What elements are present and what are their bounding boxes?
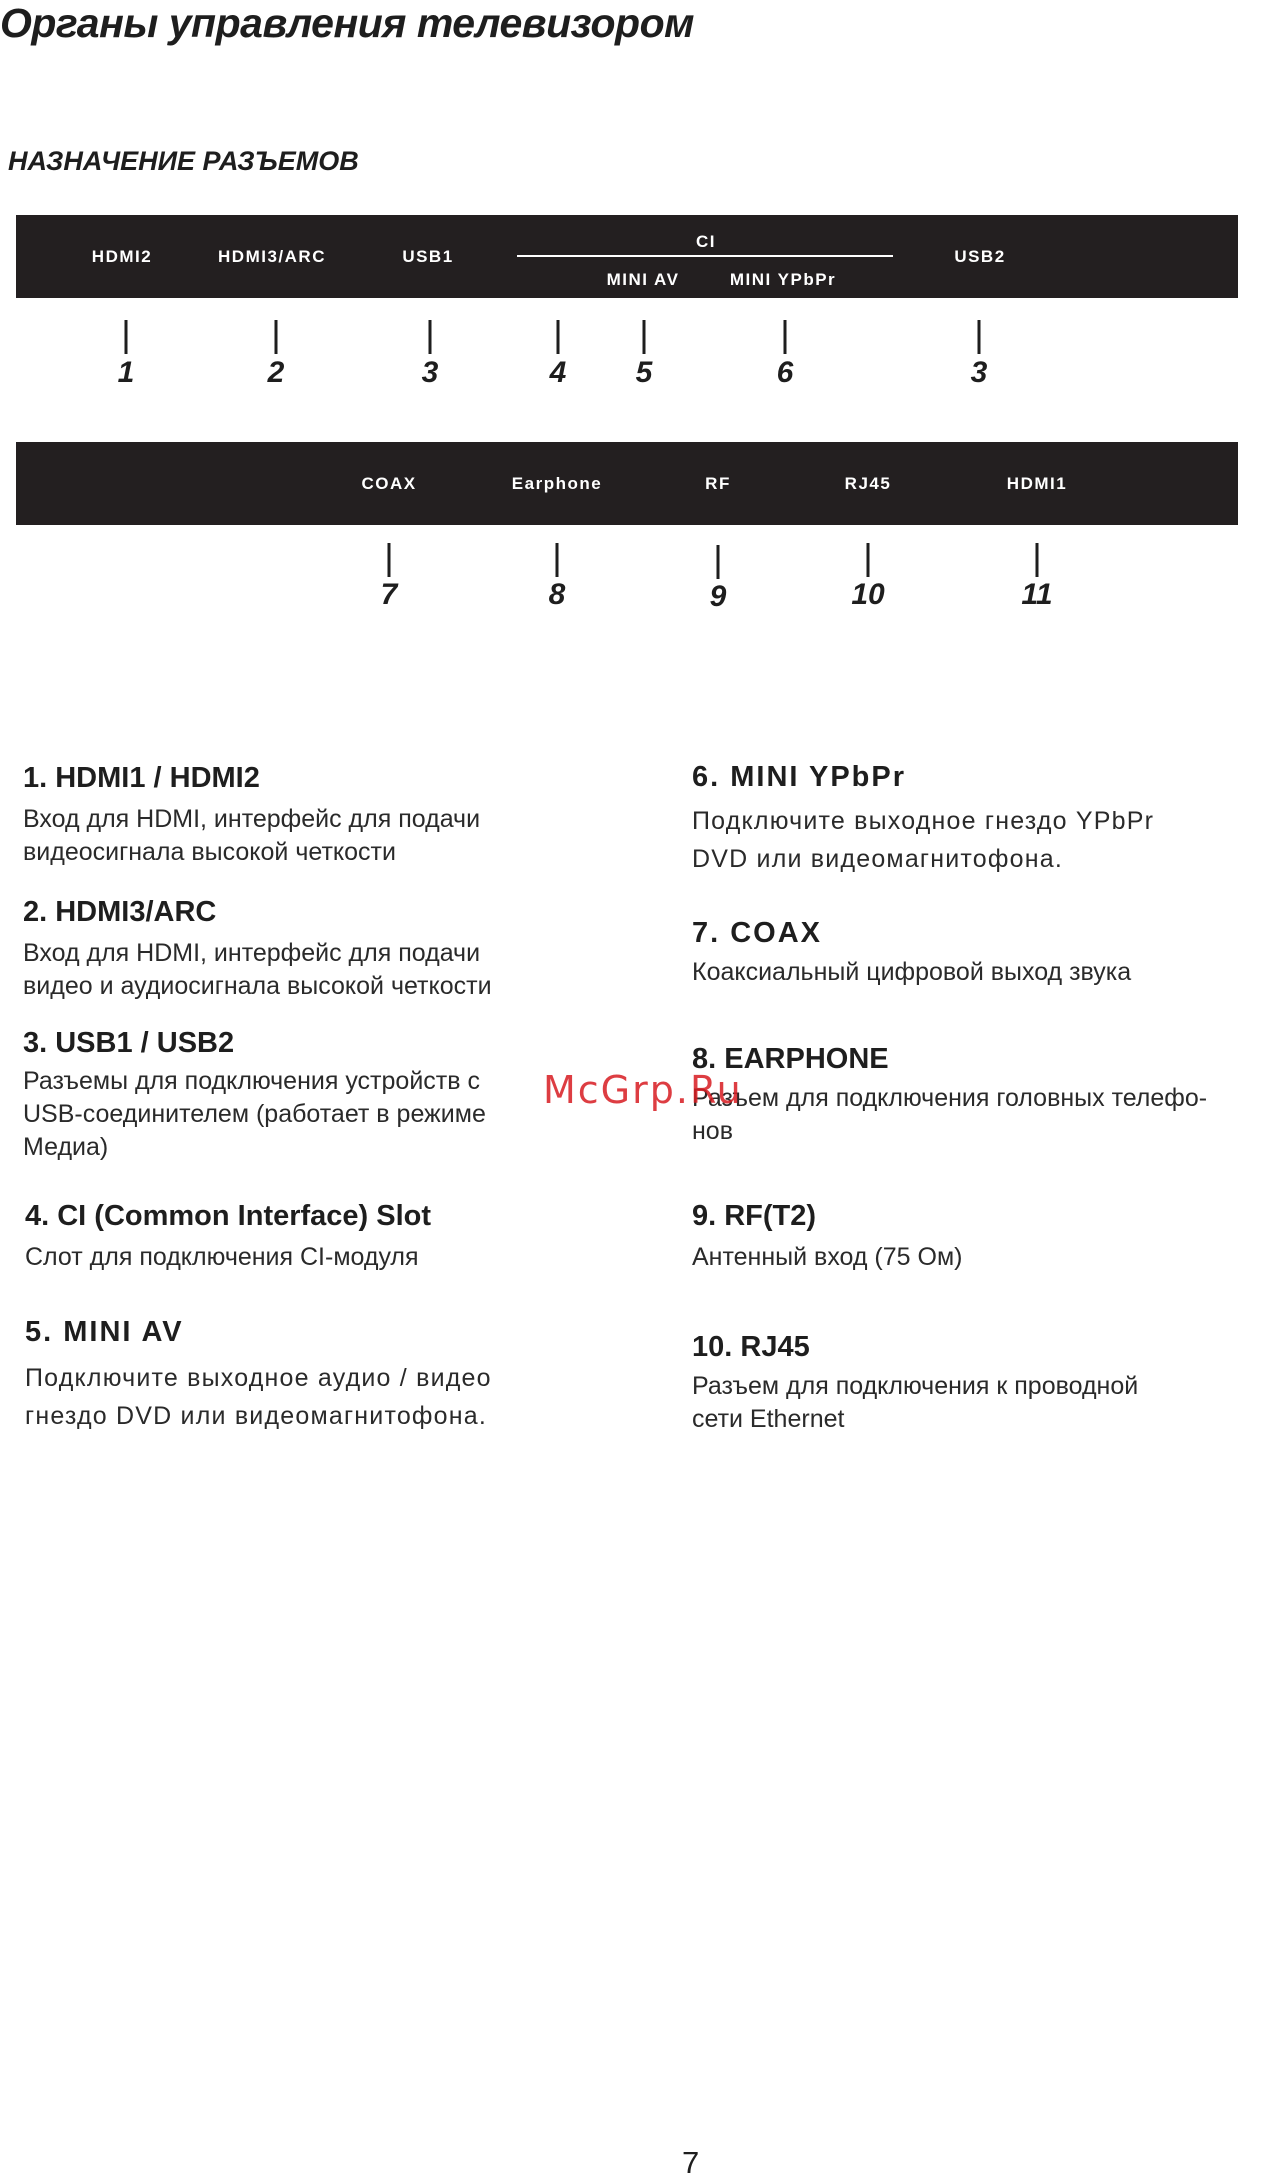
callout-number: 9 [709, 580, 727, 613]
description-text: Разъемы для подключения устройств с USB-соединителем (работает в режиме Медиа) [23, 1067, 486, 1161]
callout-tick [557, 320, 560, 354]
port-label-ci: CI [696, 232, 716, 251]
port-label-usb1: USB1 [402, 247, 454, 266]
callout-number: 10 [851, 578, 885, 611]
callout-tick [867, 543, 870, 577]
description-title: 10. RJ45 [692, 1331, 810, 1363]
port-label-rf: RF [705, 474, 731, 493]
section-title: НАЗНАЧЕНИЕ РАЗЪЕМОВ [8, 146, 359, 176]
port-label-hdmi2: HDMI2 [91, 247, 153, 266]
description-title: 7. COAX [692, 917, 823, 949]
watermark: McGrp.Ru [543, 1068, 743, 1112]
callout-number: 4 [549, 356, 567, 389]
callout-tick [275, 320, 278, 354]
callout-number: 5 [635, 356, 653, 389]
callout-tick [556, 543, 559, 577]
port-label-hdmi1: HDMI1 [1006, 474, 1068, 493]
callout-tick [429, 320, 432, 354]
callout-number: 2 [267, 356, 285, 389]
callout-tick [388, 543, 391, 577]
connector-panel-top [16, 215, 1238, 298]
callout-number: 11 [1021, 578, 1053, 611]
description-title: 8. EARPHONE [692, 1043, 889, 1075]
callout-number: 3 [970, 356, 988, 389]
port-label-usb2: USB2 [954, 247, 1006, 266]
description-title: 1. HDMI1 / HDMI2 [23, 762, 260, 794]
description-title: 5. MINI AV [25, 1316, 184, 1348]
callout-tick [978, 320, 981, 354]
description-title: 6. MINI YPbPr [692, 761, 907, 793]
description-title: 9. RF(T2) [692, 1200, 817, 1232]
port-label-mini-av: MINI AV [606, 270, 680, 289]
port-label-rj45: RJ45 [844, 474, 892, 493]
connector-panel-bottom [16, 442, 1238, 525]
description-text: Слот для подключения CI-модуля [25, 1243, 419, 1271]
callout-number: 1 [117, 356, 135, 389]
description-text: Вход для HDMI, интерфейс для подачи видеосигнала высокой четкости [23, 805, 481, 866]
callout-number: 7 [380, 578, 398, 611]
description-title: 4. CI (Common Interface) Slot [25, 1200, 432, 1232]
port-label-hdmi3-arc: HDMI3/ARC [218, 247, 326, 266]
callout-number: 3 [421, 356, 439, 389]
description-text: Подключите выходное аудио / видео гнездо DVD или видеомагнитофона. [25, 1364, 492, 1430]
port-label-earphone: Earphone [511, 474, 603, 493]
callout-tick [125, 320, 128, 354]
description-text: Вход для HDMI, интерфейс для подачи видео и аудиосигнала высокой четкости [23, 939, 492, 1000]
description-text: Разъем для подключения к проводной сети Ethernet [692, 1372, 1139, 1433]
callout-tick [717, 545, 720, 579]
description-text: Подключите выходное гнездо YPbPr DVD или видеомагнитофона. [692, 807, 1155, 873]
port-label-coax: COAX [361, 474, 417, 493]
description-text: Разъем для подключения головных телефо- нов [692, 1084, 1208, 1145]
port-label-mini-ypbpr: MINI YPbPr [729, 270, 837, 289]
callout-number: 8 [548, 578, 566, 611]
description-title: 2. HDMI3/ARC [23, 896, 217, 928]
page-number: 7 [682, 2145, 700, 2180]
description-title: 3. USB1 / USB2 [23, 1027, 235, 1059]
callout-tick [784, 320, 787, 354]
callout-tick [1036, 543, 1039, 577]
description-text: Антенный вход (75 Ом) [692, 1243, 963, 1271]
page-title: Органы управления телевизором [0, 0, 694, 46]
ci-divider-line [517, 255, 893, 257]
callout-number: 6 [776, 356, 794, 389]
callout-tick [643, 320, 646, 354]
description-text: Коаксиальный цифровой выход звука [692, 958, 1132, 986]
